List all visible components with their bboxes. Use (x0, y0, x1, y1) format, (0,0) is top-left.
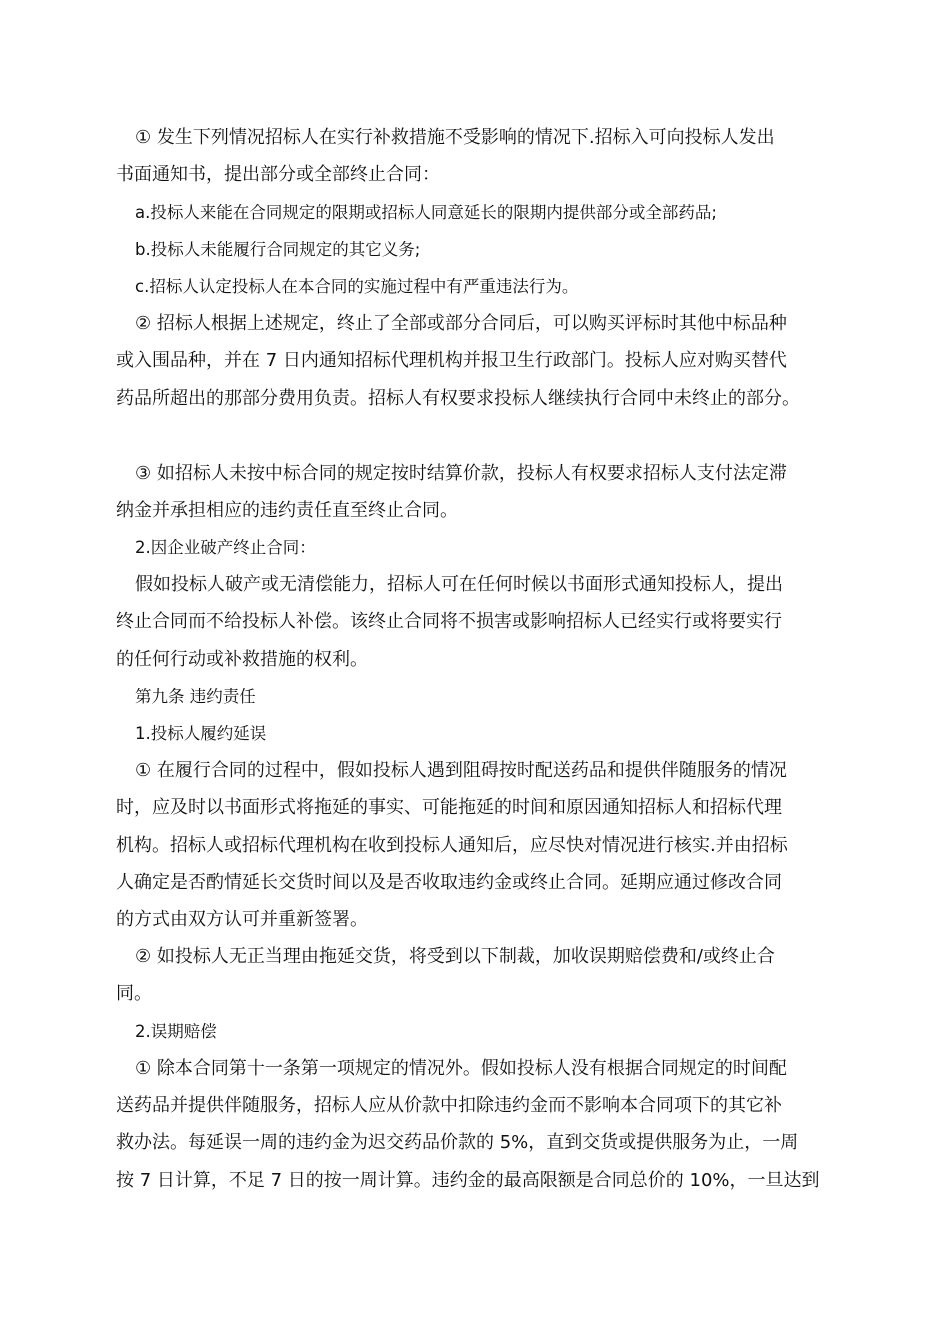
list-item-a: a.投标人来能在合同规定的限期或招标人同意延长的限期内提供部分或全部药品; (135, 203, 717, 222)
paragraph-line: 终止合同而不给投标人补偿。该终止合同将不损害或影响招标人已经实行或将要实行 (116, 611, 782, 632)
paragraph-line: ① 在履行合同的过程中，假如投标人遇到阻碍按时配送药品和提供伴随服务的情况 (135, 760, 787, 781)
paragraph-line: 按 7 日计算，不足 7 日的按一周计算。违约金的最高限额是合同总价的 10%，一旦达到 (116, 1170, 820, 1191)
paragraph-line: ② 招标人根据上述规定，终止了全部或部分合同后，可以购买评标时其他中标品种 (135, 313, 787, 334)
section-heading: 1.投标人履约延误 (135, 724, 267, 743)
list-item-b: b.投标人未能履行合同规定的其它义务; (135, 240, 421, 259)
paragraph-line: 的任何行动或补救措施的权利。 (116, 649, 368, 670)
paragraph-line: 药品所超出的那部分费用负责。招标人有权要求投标人继续执行合同中未终止的部分。 (116, 388, 800, 409)
article-heading: 第九条 违约责任 (135, 687, 256, 706)
paragraph-line: ③ 如招标人未按中标合同的规定按时结算价款，投标人有权要求招标人支付法定滞 (135, 463, 787, 484)
paragraph-line: ① 除本合同第十一条第一项规定的情况外。假如投标人没有根据合同规定的时间配 (135, 1058, 787, 1079)
paragraph-line: 机构。招标人或招标代理机构在收到投标人通知后，应尽快对情况进行核实.并由招标 (116, 835, 788, 856)
paragraph-line: 救办法。每延误一周的违约金为迟交药品价款的 5%，直到交货或提供服务为止，一周 (116, 1132, 799, 1153)
paragraph-line: 纳金并承担相应的违约责任直至终止合同。 (116, 500, 458, 521)
paragraph-line: ① 发生下列情况招标人在实行补救措施不受影响的情况下.招标入可向投标人发出 (135, 127, 775, 148)
paragraph-line: 或入围品种，并在 7 日内通知招标代理机构并报卫生行政部门。投标人应对购买替代 (116, 350, 787, 371)
paragraph-line: 同。 (116, 983, 152, 1004)
paragraph-line: 送药品并提供伴随服务，招标人应从价款中扣除违约金而不影响本合同项下的其它补 (116, 1095, 782, 1116)
list-item-c: c.招标人认定投标人在本合同的实施过程中有严重违法行为。 (135, 277, 579, 296)
paragraph-line: 的方式由双方认可并重新签署。 (116, 909, 368, 930)
paragraph-line: 书面通知书，提出部分或全部终止合同： (116, 164, 440, 185)
section-heading: 2.误期赔偿 (135, 1022, 217, 1041)
paragraph-line: 假如投标人破产或无清偿能力，招标人可在任何时候以书面形式通知投标人，提出 (135, 574, 783, 595)
paragraph-line: 人确定是否酌情延长交货时间以及是否收取违约金或终止合同。延期应通过修改合同 (116, 872, 782, 893)
section-heading: 2.因企业破产终止合同： (135, 538, 316, 557)
paragraph-line: ② 如投标人无正当理由拖延交货，将受到以下制裁，加收误期赔偿费和/或终止合 (135, 946, 775, 967)
paragraph-line: 时，应及时以书面形式将拖延的事实、可能拖延的时间和原因通知招标人和招标代理 (116, 797, 782, 818)
